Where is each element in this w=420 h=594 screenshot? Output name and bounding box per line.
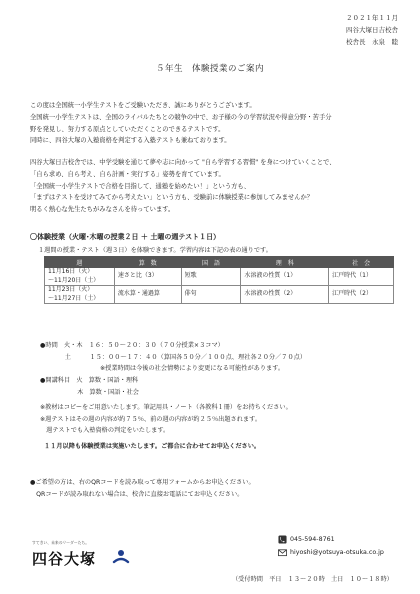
header-block (346, 12, 398, 48)
col-science: 理 科 (241, 257, 329, 268)
reception-hours: （受付時間 平日 １３～２０時 土日 １０～１８時） (232, 576, 393, 583)
qr-instructions (30, 477, 255, 500)
message-line: 「まずはテストを受けてみてから考えたい」という方も、受験前に体験授業に参加してみませんか？ (30, 194, 314, 202)
time-note: ※授業時間は今後の社会情勢により変更になる可能性があります。 (100, 365, 285, 372)
intro-line: 全国統一小学生テストは、全国のライバルたちとの競争の中で、お子様の今の学習状況や得意分野・苦手分 (30, 113, 332, 121)
japanese-cell: 短歌 (181, 268, 241, 286)
science-cell: 水溶液の性質（1） (241, 268, 329, 286)
email-address: hiyoshi@yotsuya-otsuka.co.jp (290, 549, 384, 556)
table-row (45, 286, 394, 304)
intro-paragraph (30, 100, 400, 147)
time-info (40, 340, 306, 375)
week-cell (45, 286, 115, 304)
col-social: 社 会 (329, 257, 394, 268)
week-start: 11月23日（火） (48, 286, 94, 293)
science-cell: 水溶液の性質（2） (241, 286, 329, 304)
email-icon (278, 548, 287, 557)
message-paragraph (30, 157, 400, 216)
social-cell: 江戸時代（2） (329, 286, 394, 304)
week-start: 11月16日（火） (48, 268, 94, 275)
phone-icon (278, 535, 287, 544)
week-cell (45, 268, 115, 286)
subject-info (40, 375, 139, 398)
math-cell: 速さと比（3） (114, 268, 181, 286)
school-name: 四谷大塚日吉校舎 (346, 26, 398, 34)
email-row[interactable] (278, 546, 384, 559)
subjects-tuesday: ●開講科目 火 算数・国語・理科 (40, 377, 139, 384)
japanese-cell: 俳句 (181, 286, 241, 304)
intro-line: 野を発見し、努力する原点としていただくことのできるテストです。 (30, 125, 225, 133)
message-line: 「自ら求め、自ら考え、自ら計画・実行する」姿勢を育てています。 (30, 170, 225, 178)
notes-block (40, 402, 292, 437)
otsuka-logo-mark-icon (112, 548, 130, 566)
weekly-test-note: ※週テストはその週の内容が約７５％、前の週の内容が約２５％出題されます。 (40, 415, 262, 423)
materials-note: ※教材はコピーをご用意いたします。筆記用具・ノート（各教科１冊）をお持ちください。 (40, 404, 292, 411)
section-heading: 〇体験授業（火曜･木曜の授業２日 ＋ 土曜の週テスト１日） (30, 233, 221, 241)
phone-row[interactable] (278, 533, 384, 546)
qr-line: QRコードが読み取れない場合は、校舎に直接お電話にてお申込ください。 (30, 490, 244, 498)
table-header-row (45, 257, 394, 268)
social-cell: 江戸時代（1） (329, 268, 394, 286)
col-week: 週 (45, 257, 115, 268)
intro-line: 同時に、四谷大塚の入塾資格を判定する入塾テストも兼ねております。 (30, 137, 231, 145)
section-subtext: １週間の授業・テスト（週３日）を体験できます。学習内容は下記の表の通りです。 (38, 247, 272, 254)
time-saturday: 土 １５：００～１７：４０（算国各５０分／１００点、理社各２０分／７０点） (40, 353, 307, 361)
principal-name: 校舎長 永泉 睦 (346, 38, 398, 46)
math-cell: 流水算・通過算 (114, 286, 181, 304)
week-end: ～11月20日（土） (48, 276, 100, 284)
message-line: 四谷大塚日吉校舎では、中学受験を通じて夢や志に向かって "自ら学習する習慣" を身につけていくことで、 (30, 159, 336, 166)
intro-line: この度は全国統一小学生テストをご受験いただき、誠にありがとうございます。 (30, 102, 256, 109)
logo-tagline: すてきい、未来のリーダーたち。 (32, 540, 90, 545)
page-title: ５年生 体験授業のご案内 (155, 64, 264, 74)
qr-line: ●ご希望の方は、右のQRコードを読み取って専用フォームからお申込ください。 (30, 479, 255, 486)
week-end: ～11月27日（土） (48, 294, 100, 302)
issue-date: ２０２１年１１月 (346, 14, 398, 22)
phone-number: 045-594-8761 (290, 536, 335, 543)
time-weekday: ●時間 火・木 １６：５０～２０：３０（７０分授業×３コマ） (40, 342, 224, 349)
table-row (45, 268, 394, 286)
schedule-table (44, 256, 394, 304)
col-japanese: 国 語 (181, 257, 241, 268)
message-line: 明るく熱心な先生たちがみなさんを待っています。 (30, 206, 175, 214)
col-math: 算 数 (114, 257, 181, 268)
contact-block (278, 533, 384, 559)
subjects-thursday: 木 算数・国語・社会 (40, 388, 139, 396)
logo-text: 四谷大塚 (32, 550, 97, 568)
message-line: 「全国統一小学生テストで合格を目指して、通塾を始めたい！」という方も、 (30, 182, 251, 190)
continuation-notice: １１月以降も体験授業は実施いたします。ご都合に合わせてお申込ください。 (44, 443, 261, 450)
weekly-test-note-2: 週テストでも入塾資格の判定をいたします。 (40, 427, 170, 434)
